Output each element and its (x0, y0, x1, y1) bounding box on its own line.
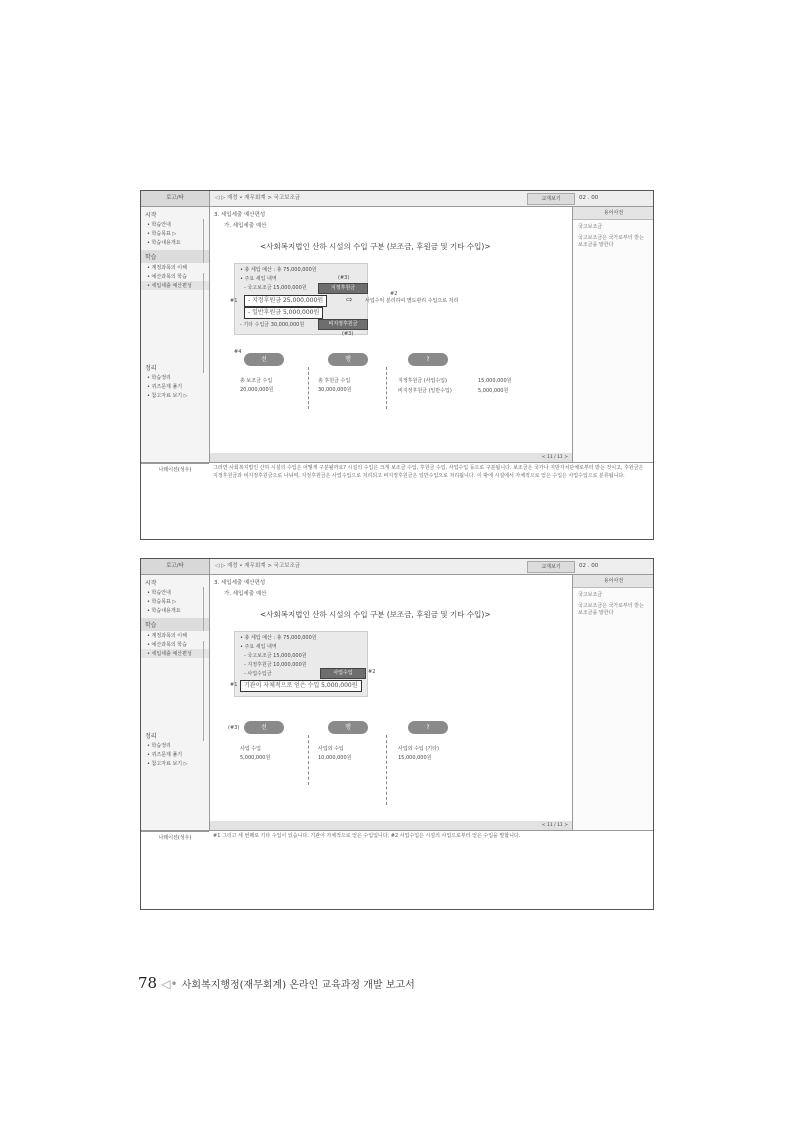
sidebar-item[interactable]: • 계정과목의 이해 (147, 633, 187, 639)
sidebar-heading-summary: 정리 (145, 365, 157, 372)
page-code: 02 . 00 (579, 195, 599, 201)
highlight-general: - 일반후원금 5,000,000원 (244, 307, 323, 319)
glossary-term: 국고보조금 (578, 592, 603, 598)
box-line: - 국고보조금 15,000,000원 (244, 653, 307, 659)
sidebar (141, 207, 210, 462)
marker: #1 (230, 298, 238, 304)
sidebar-item[interactable]: • 학습내용개요 (147, 240, 181, 246)
pager[interactable]: < 11 / 11 > (541, 823, 568, 828)
col-value: 5,000,000원 (478, 388, 509, 394)
divider (308, 735, 309, 785)
storyboard-panel-1 (140, 190, 654, 540)
tab-pill-3[interactable]: ? (408, 721, 448, 734)
chevron-left-icon: ◁• (161, 977, 178, 991)
course-path: ◁ ▷ 재정 • 재무회계 > 국고보조금 (215, 195, 301, 201)
col-value: 5,000,000원 (240, 755, 271, 761)
box-line: - 지정후원금 10,000,000원 (244, 662, 307, 668)
divider (386, 735, 387, 805)
col-value: 20,000,000원 (240, 387, 274, 393)
box-line: • 주요 세입 내역 (240, 644, 277, 650)
sidebar-heading-learn: 학습 (141, 250, 209, 263)
narration-text: #1 그리고 세 번째로 기타 수입이 있습니다. 기관이 자체적으로 얻은 수입입니다. #2 사업수입은 시설의 사업으로부터 얻은 수입을 말합니다. (213, 833, 521, 839)
col-label: 총 후원금 수입 (318, 378, 351, 384)
sidebar-item[interactable]: • 학습목표 ▷ (147, 231, 177, 237)
sidebar-item[interactable]: • 예산과목의 학습 (147, 642, 187, 648)
sidebar-item[interactable]: • 학습내용개요 (147, 608, 181, 614)
tag-label: (#3) (342, 331, 354, 337)
content-area (210, 207, 572, 462)
arrow-note: 사업수익 분리하여 별도관리 수입으로 처리 (365, 298, 459, 304)
col-label: 사업외 수입 (기타) (398, 746, 439, 752)
col-label: 사업 수입 (240, 746, 261, 752)
top-bar (141, 191, 653, 207)
sidebar-heading-start: 시작 (145, 212, 157, 219)
marker: #2 (368, 669, 376, 675)
sidebar-item[interactable]: • 참고자료 보기 ▷ (147, 761, 188, 767)
pager-bar (210, 453, 572, 462)
sidebar-item[interactable]: • 퀴즈문제 풀기 (147, 384, 183, 390)
subsection-title: 가. 세입세출 예산 (224, 591, 267, 597)
col-label: 지정후원금 (사업수입) (398, 378, 447, 384)
sidebar-item[interactable]: • 학습안내 (147, 590, 171, 596)
col-label: 사업외 수입 (318, 746, 344, 752)
sidebar-item[interactable]: • 학습안내 (147, 222, 171, 228)
section-title: 3. 세입세출 예산편성 (214, 212, 266, 218)
divider (386, 367, 387, 409)
glossary-heading: 용어사전 (573, 207, 654, 220)
top-bar (141, 559, 653, 575)
report-title: 사회복지행정(재무회계) 온라인 교육과정 개발 보고서 (181, 980, 415, 991)
glossary-term: 국고보조금 (578, 224, 603, 230)
box-line: • 총 세입 예산 : 총 75,000,000원 (240, 267, 317, 273)
divider (203, 219, 204, 263)
sidebar-item[interactable]: • 학습정리 (147, 743, 171, 749)
box-line: - 국고보조금 15,000,000원 (244, 285, 307, 291)
sidebar-item[interactable]: • 계정과목의 이해 (147, 265, 187, 271)
sidebar-item[interactable]: • 참고자료 보기 ▷ (147, 393, 188, 399)
sidebar-heading-summary: 정리 (145, 733, 157, 740)
non-designated-donation-button[interactable]: 비지정후원금 (318, 319, 368, 330)
slide-headline: <사회복지법인 산하 시설의 수입 구분 (보조금, 후원금 및 기타 수입)> (260, 610, 491, 619)
col-label: 총 보조금 수입 (240, 378, 273, 384)
glossary-column (572, 575, 654, 830)
col-value: 10,000,000원 (318, 755, 352, 761)
pager[interactable]: < 11 / 11 > (541, 455, 568, 460)
divider (141, 462, 653, 463)
marker: #1 (230, 682, 238, 688)
glossary-column (572, 207, 654, 462)
page-number: 78 (138, 974, 158, 992)
textbook-button[interactable]: 교재보기 (527, 561, 575, 573)
page-footer (138, 974, 415, 992)
content-area (210, 575, 572, 830)
box-line: - 사업수입금 (244, 671, 272, 677)
narration-label: 나레이션(성우) (141, 831, 209, 844)
highlight-self-income: 기관이 자체적으로 얻은 수입 5,000,000원 (240, 680, 362, 692)
col-value: 30,000,000원 (318, 387, 352, 393)
sidebar-item-active[interactable]: • 세입세출 예산편성 (141, 649, 209, 658)
box-line: • 주요 세입 내역 (240, 276, 277, 282)
business-income-button[interactable]: 사업수입 (320, 668, 366, 679)
narration-text: 그러면 사회복지법인 산하 시설의 수입은 어떻게 구분될까요? 시설의 수입은 크게 보조금 수입, 후원금 수입, 사업수입 등으로 구분됩니다. 보조금은 국가나 지방자치단체로부터 받는 것이고, 후원금은 지정후원금과 비지정후원금으로 나뉘며, 지정후원금은 사업수입으로 처리되고 비지정후원금은 일반수입으로 처리됩니다. 이 밖에 시설에서 자체적으로 얻은 수입은 사업수입으로 분류됩니다. (213, 465, 644, 479)
sidebar-item[interactable]: • 예산과목의 학습 (147, 274, 187, 280)
narration-label: 나레이션(성우) (141, 463, 209, 476)
col-value: 15,000,000원 (478, 378, 512, 384)
tab-pill-1[interactable]: 선 (244, 721, 284, 734)
sidebar-item-active[interactable]: • 세입세출 예산편성 (141, 281, 209, 290)
glossary-text: 국고보조금은 국가로부터 받는 보조금을 말한다 (578, 235, 644, 248)
sidebar-heading-start: 시작 (145, 580, 157, 587)
slide-headline: <사회복지법인 산하 시설의 수입 구분 (보조금, 후원금 및 기타 수입)> (260, 242, 491, 251)
sidebar (141, 575, 210, 830)
tab-pill-2[interactable]: 행 (328, 721, 368, 734)
sidebar-item[interactable]: • 학습목표 ▷ (147, 599, 177, 605)
marker: #4 (234, 349, 242, 355)
storyboard-panel-2 (140, 558, 654, 910)
pager-bar (210, 821, 572, 830)
tab-pill-1[interactable]: 선 (244, 353, 284, 366)
divider (203, 273, 204, 373)
arrow-right-icon: ⇨ (346, 295, 353, 304)
divider (141, 830, 653, 831)
glossary-heading: 용어사전 (573, 575, 654, 588)
sidebar-heading-learn: 학습 (141, 618, 209, 631)
sidebar-item[interactable]: • 학습정리 (147, 375, 171, 381)
logo: 로고/타 (141, 191, 210, 206)
tag-label: (#3) (228, 725, 240, 731)
divider (203, 641, 204, 741)
tab-pill-2[interactable]: 행 (328, 353, 368, 366)
divider (203, 587, 204, 631)
section-title: 3. 세입세출 예산편성 (214, 580, 266, 586)
tag-label: (#3) (338, 275, 350, 281)
sidebar-item[interactable]: • 퀴즈문제 풀기 (147, 752, 183, 758)
marker: #2 (390, 291, 398, 297)
highlight-designated: - 지정후원금 25,000,000원 (244, 295, 327, 307)
box-line: - 기타 수입금 30,000,000원 (240, 322, 305, 328)
tab-pill-3[interactable]: ? (408, 353, 448, 366)
col-label: 비지정후원금 (일반수입) (398, 388, 452, 394)
course-path: ◁ ▷ 재정 • 재무회계 > 국고보조금 (215, 563, 301, 569)
col-value: 15,000,000원 (398, 755, 432, 761)
textbook-button[interactable]: 교재보기 (527, 193, 575, 205)
designated-donation-button[interactable]: 지정후원금 (318, 283, 368, 294)
divider (308, 367, 309, 409)
subsection-title: 가. 세입세출 예산 (224, 223, 267, 229)
page-code: 02 . 00 (579, 563, 599, 569)
glossary-text: 국고보조금은 국가로부터 받는 보조금을 말한다 (578, 603, 644, 616)
box-line: • 총 세입 예산 : 총 75,000,000원 (240, 635, 317, 641)
logo: 로고/타 (141, 559, 210, 574)
